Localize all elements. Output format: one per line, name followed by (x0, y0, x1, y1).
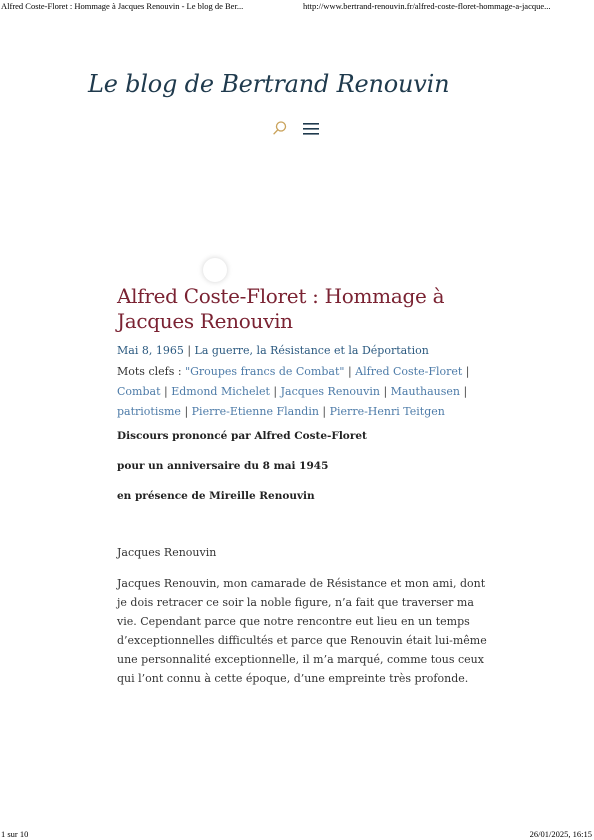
search-icon[interactable] (272, 120, 288, 136)
print-header-title: Alfred Coste-Floret : Hommage à Jacques Renouvin - Le blog de Ber... (1, 1, 244, 11)
post-tags: Mots clefs : "Groupes francs de Combat" | Alfred Coste-Floret | Combat | Edmond Michelet | Jacques Renouvin | Mauthausen | patriotisme | Pierre-Etienne Flandin | Pierre-Henri Teitgen (117, 365, 470, 418)
tag-link-alfred-coste-floret[interactable]: Alfred Coste-Floret (355, 365, 463, 378)
tag-link-pierre-etienne-flandin[interactable]: Pierre-Etienne Flandin (191, 405, 319, 418)
tag-link-patriotisme[interactable]: patriotisme (117, 405, 181, 418)
tag-link-combat[interactable]: Combat (117, 385, 161, 398)
meta-separator: | (187, 344, 195, 357)
page-counter: 1 sur 10 (1, 829, 29, 839)
print-datetime: 26/01/2025, 16:15 (529, 829, 592, 839)
body-paragraph: Jacques Renouvin, mon camarade de Résistance et mon ami, dont je dois retracer ce soir la noble figure, n’a fait que traverser ma vie. Cependant parce que notre rencontre eut lieu en un temps d’exceptionnelles difficultés et parce que Renouvin était lui-même une personnalité exceptionnelle, il m’a marqué, comme tous ceux qui l’ont connu à cette époque, d’une empreinte très profonde. (117, 577, 487, 685)
intro-line-anniversary: pour un anniversaire du 8 mai 1945 (117, 460, 329, 472)
post-title[interactable]: Alfred Coste-Floret : Hommage à Jacques Renouvin (117, 284, 445, 333)
post-meta (117, 342, 487, 360)
intro-line-speech: Discours prononcé par Alfred Coste-Floret (117, 430, 367, 442)
tag-link-jacques-renouvin[interactable]: Jacques Renouvin (280, 385, 380, 398)
print-header (0, 0, 594, 12)
print-footer (0, 828, 594, 840)
site-title[interactable]: Le blog de Bertrand Renouvin (88, 70, 450, 98)
hamburger-menu-icon[interactable] (302, 122, 320, 136)
tag-link-groupes-francs[interactable]: "Groupes francs de Combat" (185, 365, 345, 378)
tag-link-edmond-michelet[interactable]: Edmond Michelet (171, 385, 270, 398)
post-date[interactable]: Mai 8, 1965 (117, 344, 184, 357)
loading-spinner (203, 258, 227, 282)
tags-label: Mots clefs : (117, 365, 186, 378)
header-nav-icons (272, 120, 332, 138)
post-category-link[interactable]: La guerre, la Résistance et la Déportation (194, 344, 429, 357)
tag-link-pierre-henri-teitgen[interactable]: Pierre-Henri Teitgen (329, 405, 445, 418)
print-header-url: http://www.bertrand-renouvin.fr/alfred-coste-floret-hommage-a-jacque... (303, 1, 551, 11)
section-heading: Jacques Renouvin (117, 546, 217, 559)
intro-line-presence: en présence de Mireille Renouvin (117, 490, 315, 502)
tag-link-mauthausen[interactable]: Mauthausen (390, 385, 460, 398)
article (117, 284, 487, 688)
